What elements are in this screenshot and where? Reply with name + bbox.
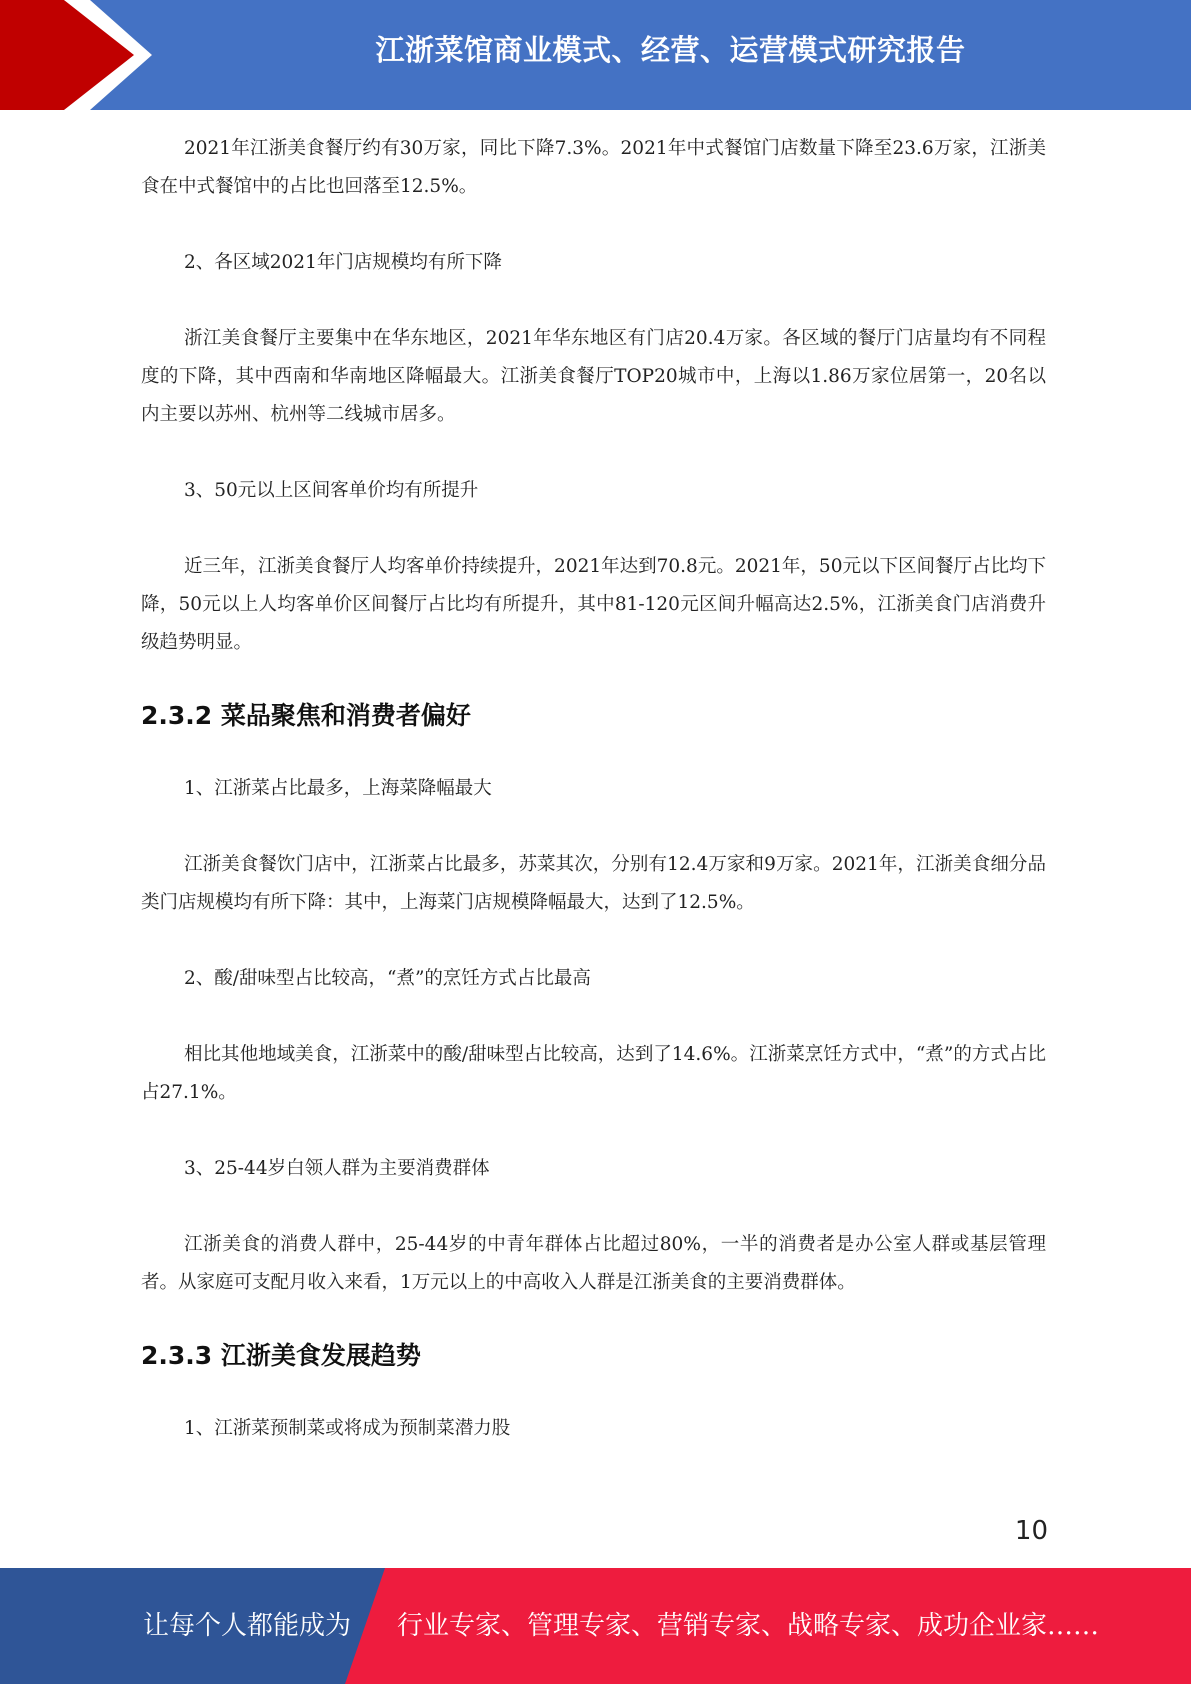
paragraph: 相比其他地域美食，江浙菜中的酸/甜味型占比较高，达到了14.6%。江浙菜烹饪方式中，“煮”的方式占比占27.1%。 xyxy=(141,1044,1046,1103)
subheading: 2、酸/甜味型占比较高，“煮”的烹饪方式占比最高 xyxy=(184,968,591,989)
subheading: 1、江浙菜预制菜或将成为预制菜潜力股 xyxy=(184,1418,511,1439)
paragraph: 江浙美食餐饮门店中，江浙菜占比最多，苏菜其次，分别有12.4万家和9万家。2021年，江浙美食细分品类门店规模均有所下降：其中，上海菜门店规模降幅最大，达到了12.5%。 xyxy=(141,854,1046,913)
page-header xyxy=(0,0,1191,110)
footer-slogan-left: 让每个人都能成为 xyxy=(143,1611,352,1641)
subheading: 3、25-44岁白领人群为主要消费群体 xyxy=(184,1158,490,1179)
page-footer xyxy=(0,1568,1191,1684)
footer-slogan-right: 行业专家、管理专家、营销专家、战略专家、成功企业家…… xyxy=(397,1611,1100,1641)
subheading: 2、各区域2021年门店规模均有所下降 xyxy=(184,252,502,273)
section-heading: 2.3.3 江浙美食发展趋势 xyxy=(141,1341,421,1370)
paragraph: 2021年江浙美食餐厅约有30万家，同比下降7.3%。2021年中式餐馆门店数量下降至23.6万家，江浙美食在中式餐馆中的占比也回落至12.5%。 xyxy=(141,138,1046,197)
document-body xyxy=(141,130,1046,1448)
paragraph: 近三年，江浙美食餐厅人均客单价持续提升，2021年达到70.8元。2021年，50元以下区间餐厅占比均下降，50元以上人均客单价区间餐厅占比均有所提升，其中81-120元区间升幅高达2.5%，江浙美食门店消费升级趋势明显。 xyxy=(141,556,1046,653)
report-title: 江浙菜馆商业模式、经营、运营模式研究报告 xyxy=(375,33,966,67)
subheading: 3、50元以上区间客单价均有所提升 xyxy=(184,480,479,501)
section-heading: 2.3.2 菜品聚焦和消费者偏好 xyxy=(141,701,471,730)
paragraph: 江浙美食的消费人群中，25-44岁的中青年群体占比超过80%，一半的消费者是办公室人群或基层管理者。从家庭可支配月收入来看，1万元以上的中高收入人群是江浙美食的主要消费群体。 xyxy=(141,1234,1046,1293)
paragraph: 浙江美食餐厅主要集中在华东地区，2021年华东地区有门店20.4万家。各区域的餐厅门店量均有不同程度的下降，其中西南和华南地区降幅最大。江浙美食餐厅TOP20城市中，上海以1.86万家位居第一，20名以内主要以苏州、杭州等二线城市居多。 xyxy=(141,328,1046,425)
subheading: 1、江浙菜占比最多，上海菜降幅最大 xyxy=(184,778,492,799)
page-number: 10 xyxy=(1014,1516,1048,1546)
